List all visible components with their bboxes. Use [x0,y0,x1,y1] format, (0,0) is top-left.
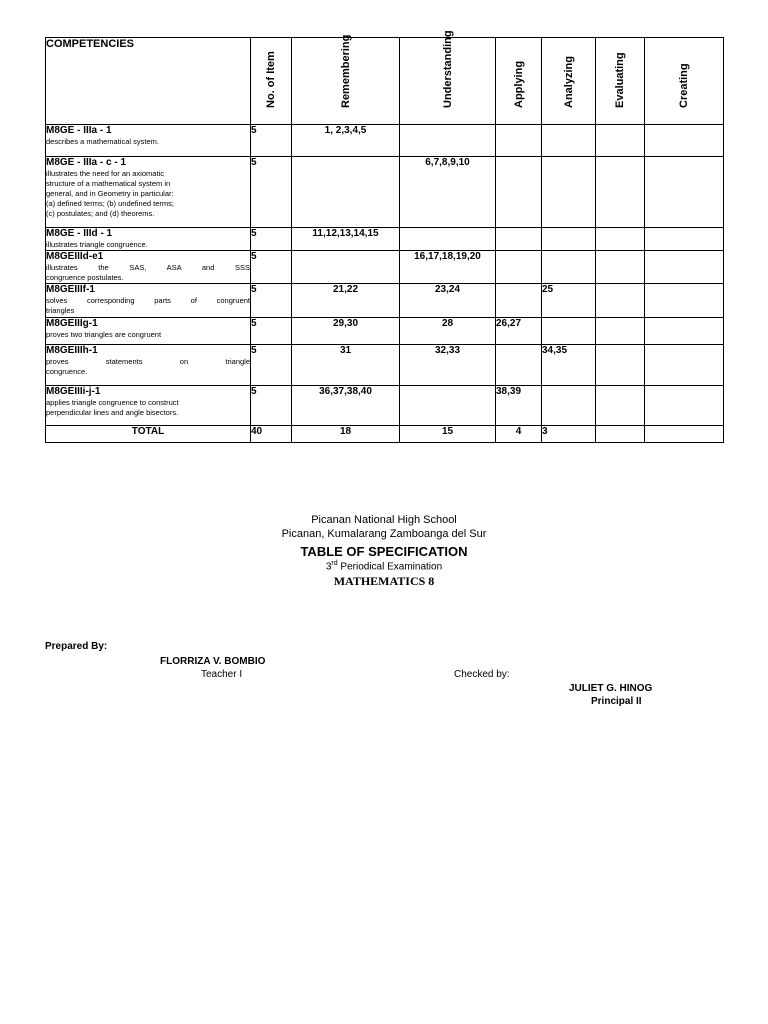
competency-code: M8GEIIId-e1 [46,251,104,262]
evaluating-header: Evaluating [596,38,645,125]
total-row [46,426,724,443]
table-row [46,318,724,345]
applying-header: Applying [496,38,542,125]
exam-name: 3rd Periodical Examination [325,560,443,573]
analyzing-cell: 34,35 [542,345,596,386]
creating-cell [645,125,724,157]
evaluating-cell [596,251,645,284]
competency-cell [46,228,251,251]
evaluating-cell [596,125,645,157]
preparer-title: Teacher I [201,669,243,680]
analyzing-header: Analyzing [542,38,596,125]
evaluating-cell [596,386,645,426]
subject-name: MATHEMATICS 8 [333,574,435,588]
remembering-cell [292,157,400,228]
competency-description: proves two triangles are congruent [46,330,162,339]
table-row [46,345,724,386]
competency-description: (c) postulates; and (d) theorems. [46,209,155,218]
competency-description: congruence postulates. [46,273,124,282]
understanding-cell: 28 [400,318,496,345]
analyzing-cell: 25 [542,284,596,318]
remembering-cell: 21,22 [292,284,400,318]
table-row [46,284,724,318]
applying-cell [496,345,542,386]
remembering-cell [292,251,400,284]
items-cell: 5 [251,386,292,426]
evaluating-cell [596,157,645,228]
evaluating-cell [596,318,645,345]
creating-cell [645,386,724,426]
understanding-cell [400,386,496,426]
no-of-item-header: No. of Item [251,38,292,125]
table-row [46,386,724,426]
understanding-header: Understanding [400,38,496,125]
creating-cell [645,345,724,386]
creating-cell [645,251,724,284]
competency-description: solves corresponding parts of congruent [46,296,250,305]
applying-cell [496,157,542,228]
total-analyzing-cell: 3 [542,426,596,443]
competency-code: M8GEIIIf-1 [46,284,95,295]
competency-code: M8GE - IIIa - 1 [46,125,112,136]
competency-description: describes a mathematical system. [46,137,159,146]
competency-cell [46,345,251,386]
remembering-header: Remembering [292,38,400,125]
analyzing-cell [542,318,596,345]
applying-cell [496,284,542,318]
applying-cell [496,228,542,251]
creating-cell [645,284,724,318]
items-cell: 5 [251,251,292,284]
competency-code: M8GE - IIIa - c - 1 [46,157,127,168]
prepared-by-label: Prepared By: [45,641,108,652]
creating-cell [645,318,724,345]
competency-cell [46,318,251,345]
items-cell: 5 [251,345,292,386]
table-row [46,228,724,251]
analyzing-cell [542,228,596,251]
applying-cell: 26,27 [496,318,542,345]
checked-by-label: Checked by: [454,669,510,680]
understanding-cell [400,125,496,157]
analyzing-cell [542,251,596,284]
total-remembering-cell: 18 [292,426,400,443]
competency-description: congruence. [46,367,88,376]
competency-description: triangles [46,306,75,315]
understanding-cell: 16,17,18,19,20 [400,251,496,284]
total-label: TOTAL [46,426,251,443]
evaluating-cell [596,345,645,386]
total-creating-cell [645,426,724,443]
total-understanding-cell: 15 [400,426,496,443]
competency-code: M8GEIIIi-j-1 [46,386,101,397]
understanding-cell: 32,33 [400,345,496,386]
competency-code: M8GE - IIId - 1 [46,228,113,239]
evaluating-cell [596,284,645,318]
creating-cell [645,228,724,251]
items-cell: 5 [251,157,292,228]
school-address: Picanan, Kumalarang Zamboanga del Sur [281,528,487,540]
table-row [46,125,724,157]
competency-description: illustrates the SAS, ASA and SSS [46,263,250,272]
preparer-name: FLORRIZA V. BOMBIO [160,656,266,667]
total-applying-cell: 4 [496,426,542,443]
remembering-cell: 29,30 [292,318,400,345]
competency-code: M8GEIIIh-1 [46,345,98,356]
competency-cell [46,157,251,228]
competency-description: structure of a mathematical system in [46,179,171,188]
competency-cell [46,251,251,284]
items-cell: 5 [251,284,292,318]
total-items-cell: 40 [251,426,292,443]
remembering-cell: 11,12,13,14,15 [292,228,400,251]
applying-cell [496,251,542,284]
table-of-specification [45,30,724,443]
table-row [46,251,724,284]
creating-header: Creating [645,38,724,125]
competency-description: perpendicular lines and angle bisectors. [46,408,179,417]
competencies-header: COMPETENCIES [46,38,251,125]
items-cell: 5 [251,228,292,251]
competency-code: M8GEIIIg-1 [46,318,98,329]
understanding-cell: 23,24 [400,284,496,318]
competency-description: illustrates triangle congruence. [46,240,148,249]
remembering-cell: 36,37,38,40 [292,386,400,426]
checker-name: JULIET G. HINOG [569,683,653,694]
analyzing-cell [542,386,596,426]
remembering-cell: 31 [292,345,400,386]
competency-description: illustrates the need for an axiomatic [46,169,164,178]
applying-cell [496,125,542,157]
analyzing-cell [542,125,596,157]
items-cell: 5 [251,318,292,345]
document-title: TABLE OF SPECIFICATION [300,544,468,559]
understanding-cell: 6,7,8,9,10 [400,157,496,228]
competency-cell [46,284,251,318]
checker-title: Principal II [591,696,642,707]
competency-description: general, and in Geometry in particular: [46,189,174,198]
competency-description: (a) defined terms; (b) undefined terms; [46,199,174,208]
applying-cell: 38,39 [496,386,542,426]
header-row [46,38,724,125]
competency-cell [46,125,251,157]
understanding-cell [400,228,496,251]
total-evaluating-cell [596,426,645,443]
competency-description: proves statements on triangle [46,357,250,366]
competency-cell [46,386,251,426]
items-cell: 5 [251,125,292,157]
school-name: Picanan National High School [311,514,457,526]
remembering-cell: 1, 2,3,4,5 [292,125,400,157]
creating-cell [645,157,724,228]
evaluating-cell [596,228,645,251]
table-row [46,157,724,228]
competency-description: applies triangle congruence to construct [46,398,179,407]
analyzing-cell [542,157,596,228]
